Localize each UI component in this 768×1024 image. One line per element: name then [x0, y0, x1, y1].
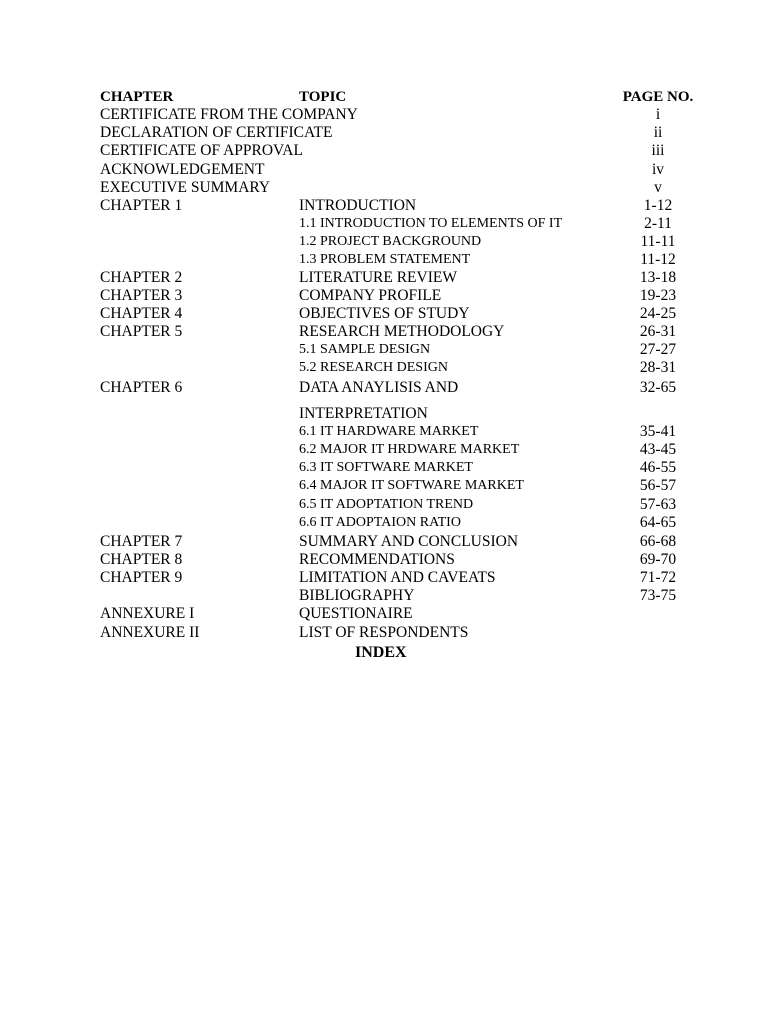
row-topic: OBJECTIVES OF STUDY — [299, 305, 470, 322]
row-page: 43-45 — [639, 441, 677, 458]
table-row — [0, 179, 768, 197]
table-row — [0, 215, 768, 233]
row-topic: 6.2 MAJOR IT HRDWARE MARKET — [299, 442, 520, 457]
table-row — [0, 533, 768, 551]
row-chapter: CHAPTER 2 — [100, 269, 183, 286]
row-topic: COMPANY PROFILE — [299, 287, 442, 304]
table-row — [0, 459, 768, 477]
table-row — [0, 605, 768, 623]
row-chapter: CHAPTER 8 — [100, 551, 183, 568]
row-page: 66-68 — [639, 533, 677, 550]
table-row — [0, 124, 768, 142]
row-topic: 1.1 INTRODUCTION TO ELEMENTS OF IT — [299, 216, 563, 231]
table-row — [0, 441, 768, 459]
header-topic: TOPIC — [299, 89, 347, 105]
row-chapter: CHAPTER 5 — [100, 323, 183, 340]
table-row — [0, 341, 768, 359]
table-row — [0, 142, 768, 160]
row-page: v — [654, 179, 662, 196]
row-topic: 6.3 IT SOFTWARE MARKET — [299, 460, 473, 475]
table-row — [0, 251, 768, 269]
row-chapter: CHAPTER 1 — [100, 197, 183, 214]
row-topic: LIST OF RESPONDENTS — [299, 624, 469, 641]
row-page: 35-41 — [639, 423, 677, 440]
row-page: 56-57 — [639, 477, 677, 494]
row-page: 64-65 — [639, 514, 677, 531]
row-page: 32-65 — [639, 379, 677, 396]
table-row — [0, 569, 768, 587]
table-row — [0, 496, 768, 514]
table-row — [0, 405, 768, 423]
row-chapter: ANNEXURE I — [100, 605, 195, 622]
row-page: 73-75 — [639, 587, 677, 604]
row-topic: 5.2 RESEARCH DESIGN — [299, 360, 448, 375]
table-row — [0, 477, 768, 495]
table-row — [0, 233, 768, 251]
row-page: 27-27 — [639, 341, 677, 358]
table-row — [0, 305, 768, 323]
row-topic: QUESTIONAIRE — [299, 605, 413, 622]
table-header-row — [0, 88, 768, 106]
row-page: 13-18 — [639, 269, 677, 286]
row-chapter: CHAPTER 7 — [100, 533, 183, 550]
row-chapter: ANNEXURE II — [100, 624, 200, 641]
table-row — [0, 287, 768, 305]
row-page: 57-63 — [639, 496, 677, 513]
table-row — [0, 624, 768, 642]
row-page: ii — [653, 124, 663, 141]
row-topic: 6.5 IT ADOPTATION TREND — [299, 497, 474, 512]
row-topic: RECOMMENDATIONS — [299, 551, 455, 568]
row-page: 1-12 — [643, 197, 673, 214]
row-chapter: CERTIFICATE FROM THE COMPANY — [100, 106, 358, 123]
header-chapter: CHAPTER — [100, 89, 174, 105]
table-row — [0, 106, 768, 124]
row-page: 46-55 — [639, 459, 677, 476]
table-row — [0, 161, 768, 179]
table-row — [0, 514, 768, 532]
row-chapter: CHAPTER 3 — [100, 287, 183, 304]
row-chapter: CHAPTER 9 — [100, 569, 183, 586]
index-title: INDEX — [355, 644, 407, 661]
row-topic: INTRODUCTION — [299, 197, 417, 214]
row-topic: 5.1 SAMPLE DESIGN — [299, 342, 431, 357]
table-row — [0, 323, 768, 341]
table-row — [0, 359, 768, 377]
table-row — [0, 379, 768, 397]
row-chapter: CHAPTER 4 — [100, 305, 183, 322]
row-topic: 1.2 PROJECT BACKGROUND — [299, 234, 482, 249]
row-chapter: CHAPTER 6 — [100, 379, 183, 396]
table-row — [0, 269, 768, 287]
table-row — [0, 587, 768, 605]
row-topic: RESEARCH METHODOLOGY — [299, 323, 505, 340]
row-page: 11-11 — [640, 233, 676, 250]
row-topic: 6.4 MAJOR IT SOFTWARE MARKET — [299, 478, 524, 493]
row-topic: 1.3 PROBLEM STATEMENT — [299, 252, 471, 267]
row-chapter: CERTIFICATE OF APPROVAL — [100, 142, 303, 159]
row-topic: LITERATURE REVIEW — [299, 269, 457, 286]
row-topic: SUMMARY AND CONCLUSION — [299, 533, 519, 550]
row-page: iii — [651, 142, 665, 159]
row-topic: INTERPRETATION — [299, 405, 428, 422]
row-page: 28-31 — [639, 359, 677, 376]
row-page: i — [655, 106, 661, 123]
header-page-no: PAGE NO. — [622, 89, 694, 105]
row-page: 19-23 — [639, 287, 677, 304]
row-page: 24-25 — [639, 305, 677, 322]
table-row — [0, 423, 768, 441]
row-topic: LIMITATION AND CAVEATS — [299, 569, 496, 586]
row-page: iv — [651, 161, 665, 178]
row-page: 69-70 — [639, 551, 677, 568]
row-page: 71-72 — [639, 569, 677, 586]
row-topic: BIBLIOGRAPHY — [299, 587, 415, 604]
row-page: 11-12 — [640, 251, 676, 268]
row-page: 26-31 — [639, 323, 677, 340]
row-chapter: DECLARATION OF CERTIFICATE — [100, 124, 333, 141]
row-chapter: ACKNOWLEDGEMENT — [100, 161, 265, 178]
table-row — [0, 197, 768, 215]
table-row — [0, 551, 768, 569]
row-topic: DATA ANAYLISIS AND — [299, 379, 459, 396]
row-chapter: EXECUTIVE SUMMARY — [100, 179, 271, 196]
row-topic: 6.6 IT ADOPTAION RATIO — [299, 515, 461, 530]
row-topic: 6.1 IT HARDWARE MARKET — [299, 424, 479, 439]
row-page: 2-11 — [644, 215, 672, 232]
